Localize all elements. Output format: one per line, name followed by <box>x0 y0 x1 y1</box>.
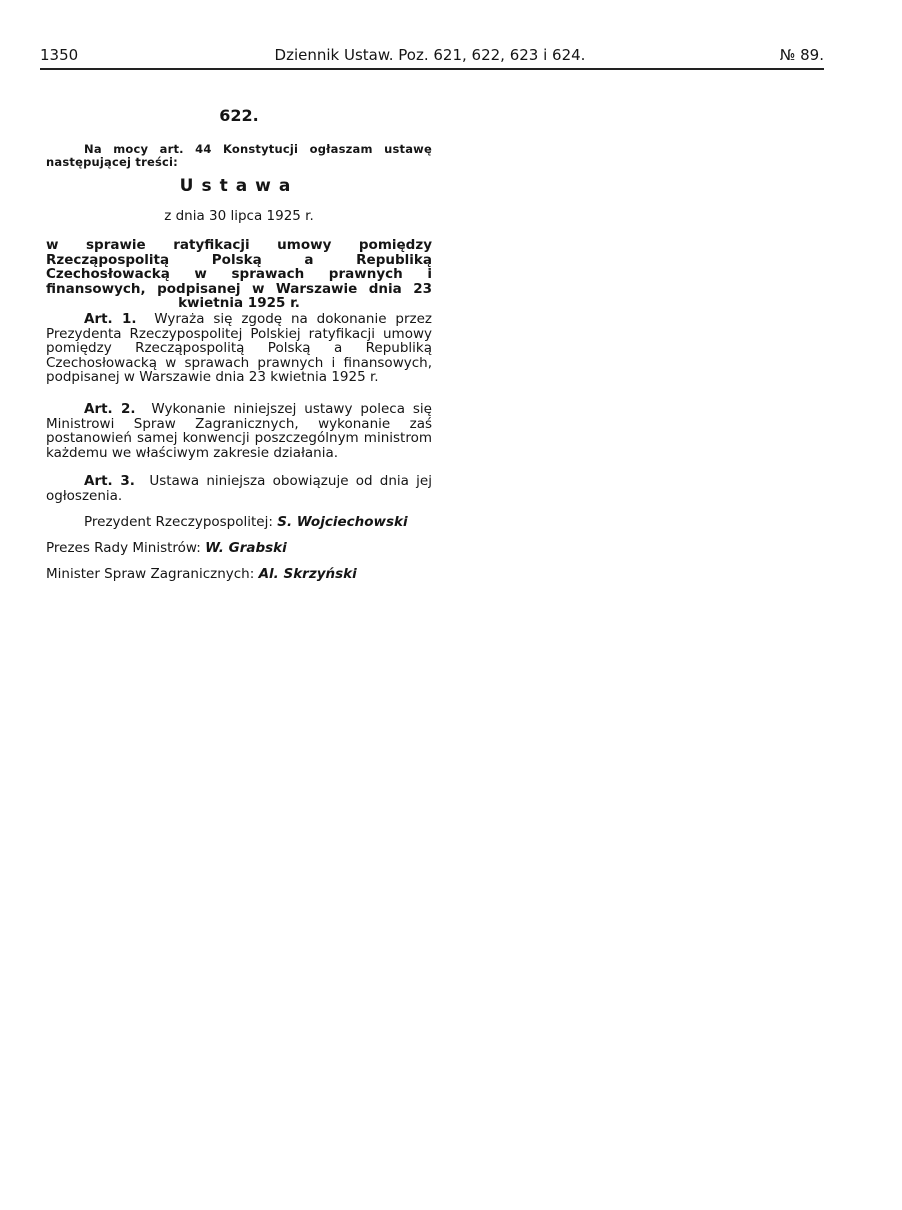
signature-role: Minister Spraw Zagranicznych: <box>46 566 255 582</box>
page-number: 1350 <box>40 46 79 64</box>
document-heading: Ustawa <box>179 176 299 196</box>
article-text: Wyraża się zgodę na dokonanie przez Prezydenta Rzeczypospolitej Polskiej ratyfikacji umowy pomiędzy Rzecząpospolitą Polską a Republiką Czechosłowacką w sprawach prawnych i finansowych, podpisanej w Warszawie dnia 23 kwietnia 1925 r. <box>46 311 432 385</box>
article-label: Art. 2. <box>84 401 136 417</box>
signature-role: Prezes Rady Ministrów: <box>46 540 201 556</box>
article-3 <box>46 474 432 503</box>
signature-president <box>84 514 408 530</box>
journal-title: Dziennik Ustaw. Poz. 621, 622, 623 i 624. <box>274 46 586 64</box>
intro-paragraph: Na mocy art. 44 Konstytucji ogłaszam ustawę następującej treści: <box>46 142 432 169</box>
article-label: Art. 3. <box>84 473 135 489</box>
issue-number: № 89. <box>779 46 824 64</box>
signature-foreign-minister <box>46 566 357 582</box>
header-rule <box>40 68 824 70</box>
article-text: Wykonanie niniejszej ustawy poleca się Ministrowi Spraw Zagranicznych, wykonanie zaś postanowień samej konwencji poszczególnym ministrom każdemu we właściwym zakresie działania. <box>46 401 432 461</box>
page-header <box>36 46 824 66</box>
document-date: z dnia 30 lipca 1925 r. <box>164 208 314 224</box>
article-text: Ustawa niniejsza obowiązuje od dnia jej ogłoszenia. <box>46 473 432 504</box>
signature-name: Al. Skrzyński <box>258 566 357 582</box>
signature-name: S. Wojciechowski <box>277 514 408 530</box>
article-1 <box>46 312 432 385</box>
position-number: 622. <box>219 106 259 125</box>
signature-name: W. Grabski <box>205 540 287 556</box>
signature-role: Prezydent Rzeczypospolitej: <box>84 514 273 530</box>
signature-prime-minister <box>46 540 287 556</box>
article-label: Art. 1. <box>84 311 137 327</box>
document-subject: w sprawie ratyfikacji umowy pomiędzy Rzecząpospolitą Polską a Republiką Czechosłowacką w sprawach prawnych i finansowych, podpisanej w Warszawie dnia 23 kwietnia 1925 r. <box>46 237 432 311</box>
article-2 <box>46 402 432 460</box>
